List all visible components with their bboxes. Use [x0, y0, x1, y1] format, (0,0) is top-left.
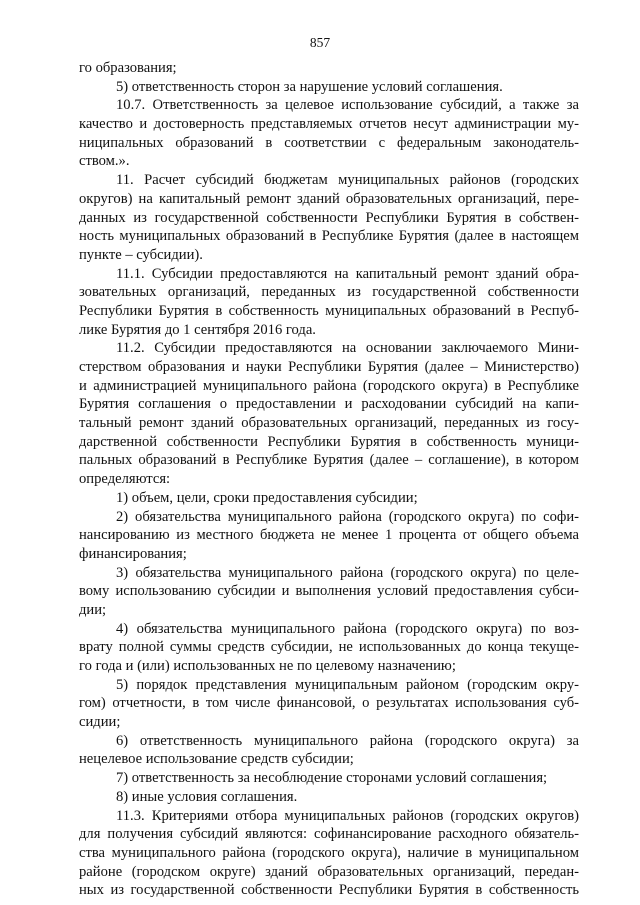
text-line: го года и (или) использованных не по целевому назначению;	[79, 658, 456, 674]
text-line: округов) на капитальный ремонт зданий образовательных организаций, пере-	[79, 190, 579, 207]
text-line: 5) ответственность сторон за нарушение условий соглашения.	[116, 78, 503, 95]
text-line: определяются:	[79, 471, 171, 488]
text-line: врату полной суммы средств субсидии, не использованных до конца текуще-	[79, 639, 579, 656]
text-line: дарственной собственности Республики Бурятия в собственность муници-	[79, 433, 579, 450]
text-line: дии;	[79, 601, 107, 618]
text-line: 1) объем, цели, сроки предоставления субсидии;	[116, 489, 418, 506]
text-line: 11.2. Субсидии предоставляются на основании заключаемого Мини-	[116, 340, 579, 357]
text-line: ных из государственной собственности Республики Бурятия в собственность	[79, 882, 579, 899]
text-line: 11.1. Субсидии предоставляются на капитальный ремонт зданий обра-	[116, 265, 579, 282]
text-line: пункте – субсидии).	[79, 246, 203, 263]
text-line: гом) отчетности, в том числе финансовой, о результатах использования суб-	[79, 695, 579, 712]
text-line: пальных образований в Республике Бурятия (далее – соглашение), в котором	[79, 452, 579, 469]
text-line: 10.7. Ответственность за целевое использование субсидий, а также за	[116, 97, 579, 114]
text-line: нецелевое использование средств субсидии;	[79, 751, 354, 768]
text-line: 8) иные условия соглашения.	[116, 788, 298, 805]
text-line: 11. Расчет субсидий бюджетам муниципальных районов (городских	[116, 172, 579, 189]
text-line: и администрацией муниципального района (городского округа) в Республике	[79, 377, 579, 394]
text-line: 11.3. Критериями отбора муниципальных районов (городских округов)	[116, 807, 579, 824]
text-line: 5) порядок представления муниципальным районом (городским окру-	[116, 676, 579, 693]
text-line: 7) ответственность за несоблюдение сторонами условий соглашения;	[116, 770, 548, 787]
text-line: для получения субсидий являются: софинансирование расходного обязатель-	[79, 826, 579, 843]
text-line: ства муниципального района (городского округа), наличие в муниципальном	[79, 844, 579, 861]
text-line: 6) ответственность муниципального района (городского округа) за	[116, 732, 579, 749]
text-line: стерством образования и науки Республики Бурятия (далее – Министерство)	[79, 359, 579, 375]
text-line: ность муниципальных образований в Республике Бурятия (далее в настоящем	[79, 228, 579, 245]
document-body	[79, 59, 579, 900]
text-line: нансированию из местного бюджета не менее 1 процента от общего объема	[79, 527, 579, 544]
text-line: 3) обязательства муниципального района (городского округа) по целе-	[116, 564, 579, 581]
text-line: данных из государственной собственности Республики Бурятия в собствен-	[79, 209, 579, 226]
text-line: 2) обязательства муниципального района (городского округа) по софи-	[116, 508, 579, 525]
text-line: 4) обязательства муниципального района (городского округа) по воз-	[116, 620, 579, 637]
text-line: тальный ремонт зданий образовательных организаций, переданных из госу-	[79, 415, 579, 432]
text-line: лике Бурятия до 1 сентября 2016 года.	[79, 321, 316, 338]
text-line: ством.».	[79, 153, 130, 170]
text-line: сидии;	[79, 714, 121, 731]
text-line: ниципальных образований в соответствии с федеральным законодатель-	[79, 134, 579, 151]
text-line: Бурятия соглашения о предоставлении и расходовании субсидий на капи-	[79, 396, 579, 413]
text-line: вому использованию субсидии и выполнения условий предоставления субси-	[79, 583, 579, 600]
text-line: го образования;	[79, 60, 177, 76]
text-line: зовательных организаций, переданных из государственной собственности	[79, 284, 579, 301]
text-line: качество и достоверность представляемых отчетов несут администрации му-	[79, 116, 579, 133]
text-line: Республики Бурятия в собственность муниципальных образований в Респуб-	[79, 302, 579, 319]
page-number: 857	[309, 35, 331, 50]
text-line: финансирования;	[79, 545, 187, 562]
text-line: районе (городском округе) зданий образовательных организаций, передан-	[79, 863, 579, 880]
